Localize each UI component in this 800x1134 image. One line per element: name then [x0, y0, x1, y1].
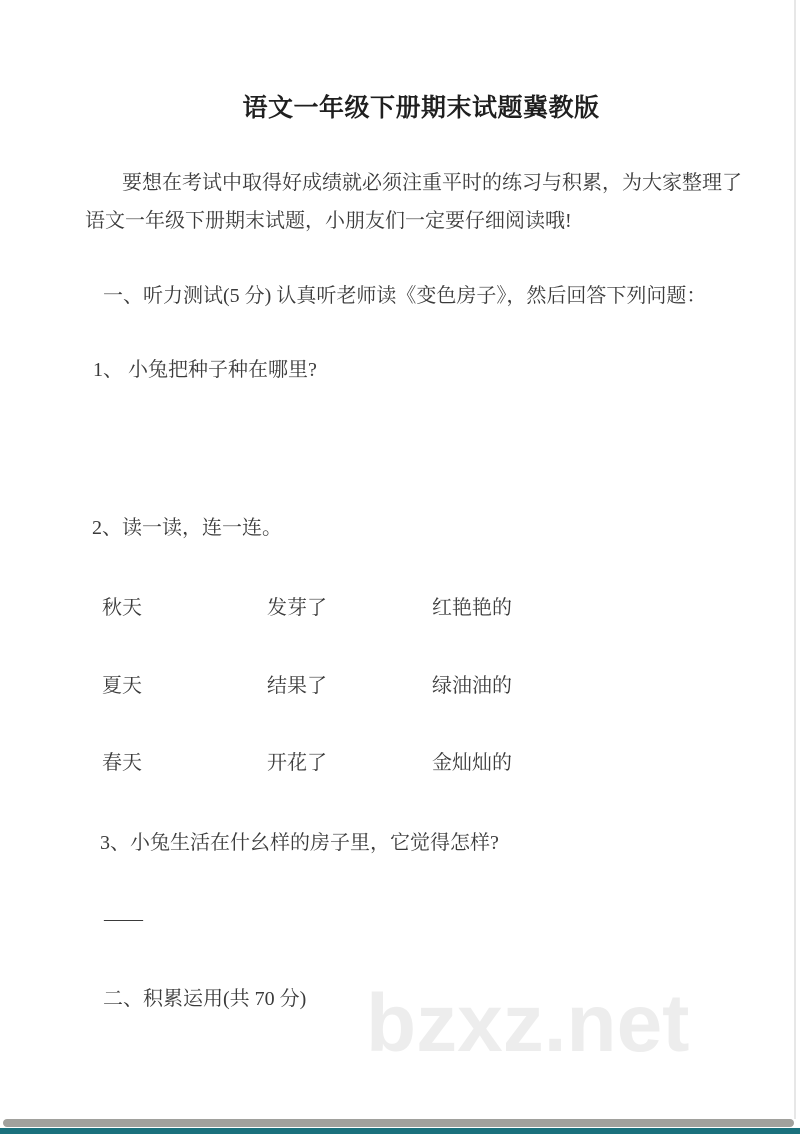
question-2: 2、读一读，连一连。 — [92, 517, 282, 539]
intro-paragraph-line-1: 要想在考试中取得好成绩就必须注重平时的练习与积累，为大家整理了 — [122, 172, 742, 194]
page-bottom-edge-bar — [3, 1119, 794, 1127]
match-season-spring: 春天 — [102, 752, 142, 774]
page-title: 语文一年级下册期末试题冀教版 — [242, 94, 600, 122]
page-right-edge-line — [794, 0, 796, 1119]
section-2-accumulation-heading: 二、积累运用(共 70 分) — [103, 988, 307, 1010]
match-adjective-gold: 金灿灿的 — [432, 752, 512, 774]
match-season-summer: 夏天 — [102, 675, 142, 697]
match-adjective-red: 红艳艳的 — [432, 597, 512, 619]
match-adjective-green: 绿油油的 — [432, 675, 512, 697]
intro-paragraph-line-2: 语文一年级下册期末试题，小朋友们一定要仔细阅读哦! — [85, 210, 572, 232]
question-1: 1、 小兔把种子种在哪里? — [93, 359, 317, 381]
answer-blank-dash: —— — [104, 908, 142, 930]
match-action-sprout: 发芽了 — [267, 597, 327, 619]
site-watermark: bzxz.net — [366, 978, 690, 1069]
match-season-autumn: 秋天 — [102, 597, 142, 619]
matching-row-spring — [0, 749, 800, 777]
question-3: 3、小兔生活在什幺样的房子里，它觉得怎样? — [100, 832, 499, 854]
matching-row-summer — [0, 672, 800, 700]
match-action-bloom: 开花了 — [267, 752, 327, 774]
section-1-listening-heading: 一、听力测试(5 分) 认真听老师读《变色房子》，然后回答下列问题： — [103, 285, 707, 307]
matching-row-autumn — [0, 594, 800, 622]
bottom-teal-strip — [0, 1128, 800, 1134]
match-action-fruit: 结果了 — [267, 675, 327, 697]
